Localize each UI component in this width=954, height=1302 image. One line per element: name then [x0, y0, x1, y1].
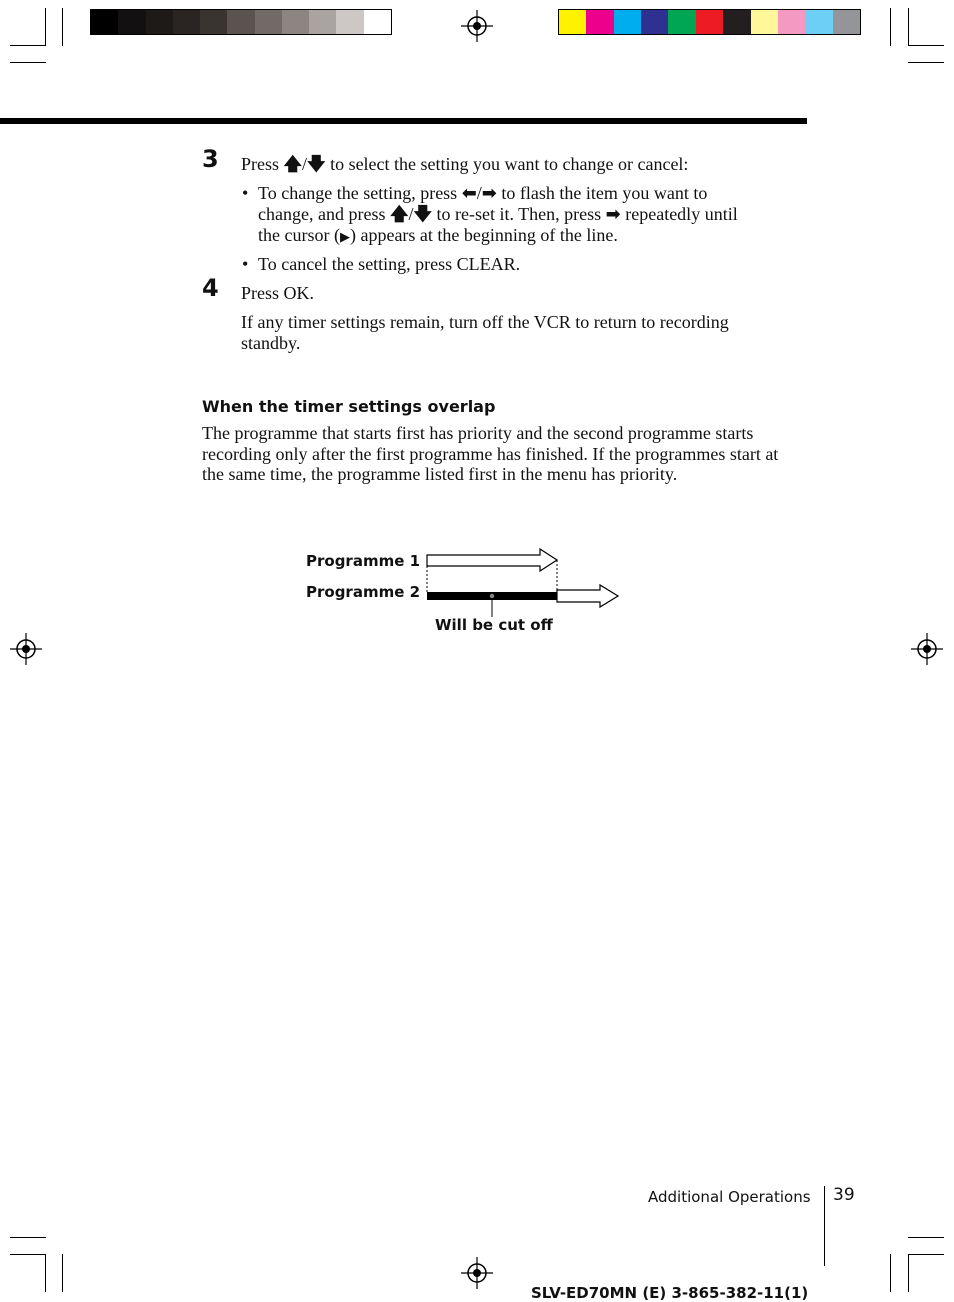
- step-4-note: If any timer settings remain, turn off the VCR to return to recording standby.: [241, 312, 729, 353]
- diagram-label-programme-1: Programme 1: [306, 552, 421, 570]
- calibration-swatch: [336, 10, 363, 34]
- crop-mark: [62, 8, 63, 46]
- calibration-swatch: [364, 10, 391, 34]
- crop-mark: [908, 45, 944, 46]
- registration-mark-left-icon: [10, 633, 42, 665]
- crop-mark: [45, 8, 46, 46]
- calibration-swatch: [559, 10, 586, 34]
- calibration-swatch: [173, 10, 200, 34]
- cursor-triangle-icon: ▶: [339, 229, 350, 244]
- calibration-swatch: [118, 10, 145, 34]
- right-arrow-icon: ➡: [605, 204, 621, 225]
- page-number: 39: [833, 1185, 855, 1205]
- footer-model-code: SLV-ED70MN (E) 3-865-382-11(1): [531, 1284, 809, 1302]
- footer-divider: [824, 1186, 825, 1266]
- up-arrow-icon: 🡅: [389, 204, 409, 225]
- gray-calibration-bar: [90, 9, 392, 35]
- color-calibration-bar: [558, 9, 861, 35]
- down-arrow-icon: 🡇: [413, 204, 432, 225]
- step-4-text: Press OK.: [241, 283, 315, 303]
- left-arrow-icon: ⬅: [461, 183, 477, 204]
- right-arrow-icon: ➡: [481, 183, 497, 204]
- calibration-swatch: [91, 10, 118, 34]
- calibration-swatch: [200, 10, 227, 34]
- registration-mark-top-icon: [461, 10, 493, 42]
- overlap-diagram: [420, 545, 630, 617]
- calibration-swatch: [751, 10, 778, 34]
- bullet-change-setting: To change the setting, press ⬅/➡ to flash the item you want to change, and press 🡅/🡇 to re-set it. Then, press ➡ repeatedly until the cursor (▶) appears at the beginning of the line.: [258, 183, 738, 245]
- programme-1-arrow: [427, 549, 557, 571]
- crop-mark: [10, 1254, 46, 1255]
- crop-mark: [908, 1254, 909, 1292]
- calibration-swatch: [282, 10, 309, 34]
- registration-mark-bottom-icon: [461, 1257, 493, 1289]
- section-body: The programme that starts first has priority and the second programme starts recording only after the first programme has finished. If the programmes start at the same time, the programme listed first in the menu has priority.: [202, 423, 779, 485]
- calibration-swatch: [696, 10, 723, 34]
- bullet-dot: •: [242, 254, 249, 274]
- crop-mark: [908, 8, 909, 46]
- calibration-swatch: [723, 10, 750, 34]
- calibration-swatch: [641, 10, 668, 34]
- calibration-swatch: [146, 10, 173, 34]
- calibration-swatch: [614, 10, 641, 34]
- footer-section-name: Additional Operations: [648, 1188, 811, 1206]
- programme-2-arrow: [557, 585, 618, 607]
- calibration-swatch: [586, 10, 613, 34]
- bullet-cancel-setting: To cancel the setting, press CLEAR.: [258, 254, 521, 274]
- calibration-swatch: [309, 10, 336, 34]
- up-arrow-icon: 🡅: [283, 154, 303, 175]
- registration-mark-right-icon: [911, 633, 943, 665]
- bullet-dot: •: [242, 183, 249, 203]
- down-arrow-icon: 🡇: [307, 154, 326, 175]
- step-number: 4: [202, 274, 219, 302]
- calibration-swatch: [255, 10, 282, 34]
- crop-mark: [10, 62, 46, 63]
- calibration-swatch: [778, 10, 805, 34]
- section-heading: When the timer settings overlap: [202, 397, 496, 416]
- calibration-swatch: [227, 10, 254, 34]
- crop-mark: [62, 1254, 63, 1292]
- crop-mark: [908, 62, 944, 63]
- step-3-text: Press 🡅/🡇 to select the setting you want to change or cancel:: [241, 154, 689, 175]
- cut-off-pointer-dot: [490, 594, 494, 598]
- calibration-swatch: [805, 10, 832, 34]
- step-number: 3: [202, 145, 219, 173]
- calibration-swatch: [833, 10, 860, 34]
- diagram-label-programme-2: Programme 2: [306, 583, 421, 601]
- crop-mark: [890, 8, 891, 46]
- header-rule: [0, 118, 807, 124]
- crop-mark: [908, 1254, 944, 1255]
- calibration-swatch: [668, 10, 695, 34]
- crop-mark: [10, 1237, 46, 1238]
- crop-mark: [10, 45, 46, 46]
- crop-mark: [908, 1237, 944, 1238]
- crop-mark: [45, 1254, 46, 1292]
- crop-mark: [890, 1254, 891, 1292]
- diagram-annotation-cut-off: Will be cut off: [435, 616, 553, 634]
